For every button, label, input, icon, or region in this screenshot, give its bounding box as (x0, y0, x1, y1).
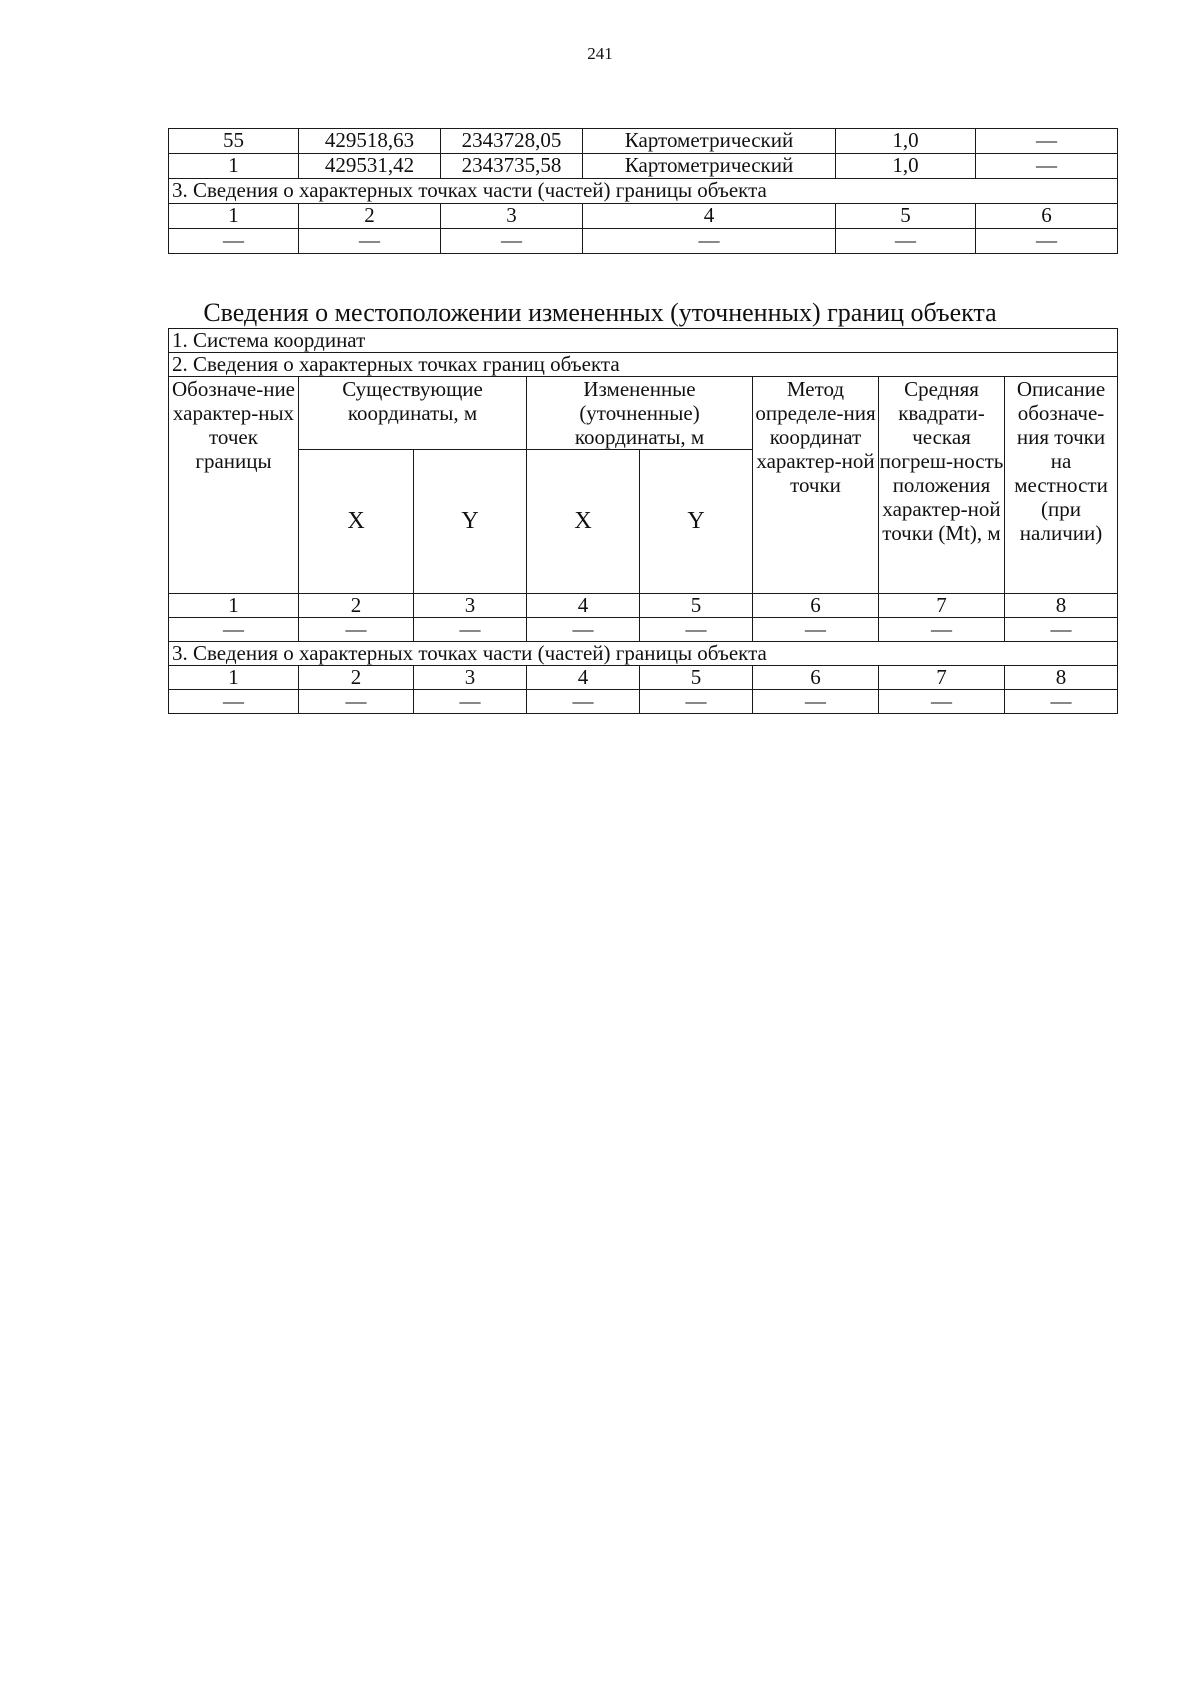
table-cell: — (169, 690, 299, 714)
table-cell: Картометрический (583, 154, 836, 179)
header-x-existing: X (299, 450, 414, 594)
section-row (169, 353, 1118, 377)
table-cell: — (169, 618, 299, 642)
table-cell: — (414, 618, 527, 642)
table-cell: — (299, 618, 414, 642)
header-point-designation: Обозначе-ние характер-ных точек границы (169, 377, 299, 594)
col-number: 6 (753, 666, 879, 690)
table-cell: 1,0 (836, 129, 976, 154)
col-number: 8 (1005, 666, 1118, 690)
header-changed-coords: Измененные (уточненные) координаты, м (527, 377, 753, 450)
col-number: 3 (414, 666, 527, 690)
table-row (169, 618, 1118, 642)
changed-borders-table (168, 328, 1118, 714)
col-number: 6 (753, 594, 879, 618)
section-title: Сведения о местоположении измененных (уточненных) границ объекта (203, 298, 997, 327)
col-number: 5 (836, 204, 976, 229)
table-row (169, 154, 1118, 179)
column-numbers-row (169, 666, 1118, 690)
col-number: 4 (583, 204, 836, 229)
col-number: 1 (169, 594, 299, 618)
table-cell: — (753, 618, 879, 642)
table-cell: — (299, 229, 441, 254)
table-cell: 2343735,58 (441, 154, 583, 179)
table-cell: — (753, 690, 879, 714)
table-cell: — (879, 618, 1005, 642)
section-row (169, 642, 1118, 666)
column-numbers-row (169, 204, 1118, 229)
table-cell: 2343728,05 (441, 129, 583, 154)
table-cell: — (527, 690, 640, 714)
table-cell: — (879, 690, 1005, 714)
table-cell: — (976, 229, 1118, 254)
table-row (169, 690, 1118, 714)
section2-label: 2. Сведения о характерных точках границ объекта (169, 353, 1118, 377)
section1-label: 1. Система координат (169, 329, 1118, 353)
table-cell: — (299, 690, 414, 714)
col-number: 5 (640, 594, 753, 618)
table-cell: — (640, 690, 753, 714)
header-y-existing: Y (414, 450, 527, 594)
table-cell: — (1005, 618, 1118, 642)
col-number: 3 (414, 594, 527, 618)
col-number: 1 (169, 204, 299, 229)
section3-label: 3. Сведения о характерных точках части (частей) границы объекта (169, 642, 1118, 666)
section-row (169, 179, 1118, 204)
section3-label: 3. Сведения о характерных точках части (частей) границы объекта (169, 179, 1118, 204)
col-number: 8 (1005, 594, 1118, 618)
col-number: 5 (640, 666, 753, 690)
header-rms-error: Средняя квадрати-ческая погреш-ность положения характер-ной точки (Mt), м (879, 377, 1005, 594)
table-cell: — (169, 229, 299, 254)
table-cell: — (976, 154, 1118, 179)
table-cell: 55 (169, 129, 299, 154)
col-number: 4 (527, 666, 640, 690)
col-number: 4 (527, 594, 640, 618)
header-y-changed: Y (640, 450, 753, 594)
col-number: 7 (879, 594, 1005, 618)
col-number: 1 (169, 666, 299, 690)
table-row (169, 229, 1118, 254)
table-cell: — (836, 229, 976, 254)
table-row (169, 129, 1118, 154)
header-existing-coords: Существующие координаты, м (299, 377, 527, 450)
header-description: Описание обозначе-ния точки на местности (при наличии) (1005, 377, 1118, 594)
table-cell: — (441, 229, 583, 254)
col-number: 2 (299, 594, 414, 618)
table-cell: 1 (169, 154, 299, 179)
col-number: 3 (441, 204, 583, 229)
section-row (169, 329, 1118, 353)
table-cell: Картометрический (583, 129, 836, 154)
table-cell: — (583, 229, 836, 254)
table-cell: — (976, 129, 1118, 154)
table-cell: — (640, 618, 753, 642)
table-cell: — (527, 618, 640, 642)
table-cell: — (414, 690, 527, 714)
points-table-continued (168, 128, 1118, 254)
table-cell: 429518,63 (299, 129, 441, 154)
header-row (169, 377, 1118, 450)
col-number: 2 (299, 204, 441, 229)
table-cell: 429531,42 (299, 154, 441, 179)
header-method: Метод определе-ния координат характер-ной точки (753, 377, 879, 594)
column-numbers-row (169, 594, 1118, 618)
col-number: 7 (879, 666, 1005, 690)
table-cell: 1,0 (836, 154, 976, 179)
page-number: 241 (587, 44, 613, 63)
col-number: 2 (299, 666, 414, 690)
header-x-changed: X (527, 450, 640, 594)
col-number: 6 (976, 204, 1118, 229)
table-cell: — (1005, 690, 1118, 714)
